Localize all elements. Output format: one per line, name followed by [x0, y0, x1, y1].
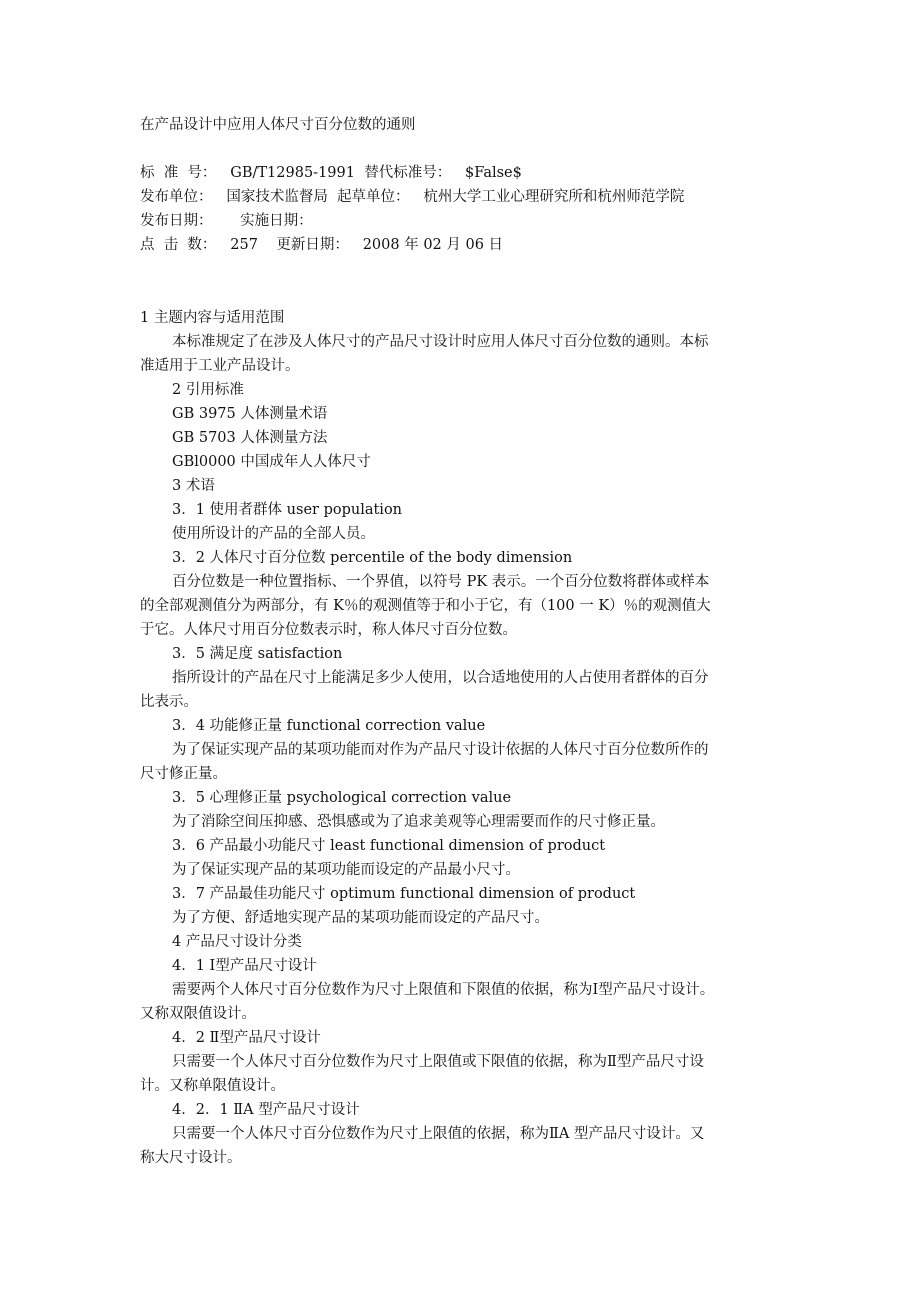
meta-clicks-updated: 点 击 数： 257 更新日期： 2008 年 02 月 06 日 [140, 237, 504, 253]
term-heading: 3．6 产品最小功能尺寸 least functional dimension of product [172, 838, 606, 854]
subsection-heading: 4．2．1 ⅡA 型产品尺寸设计 [172, 1102, 360, 1118]
body-text: 又称双限值设计。 [140, 1006, 256, 1022]
body-text: 为了方便、舒适地实现产品的某项功能而设定的产品尺寸。 [172, 910, 549, 926]
term-heading: 3．5 心理修正量 psychological correction value [172, 790, 512, 806]
section-heading: 4 产品尺寸设计分类 [172, 934, 302, 950]
body-text: 尺寸修正量。 [140, 766, 227, 782]
body-text: 本标准规定了在涉及人体尺寸的产品尺寸设计时应用人体尺寸百分位数的通则。本标 [172, 334, 709, 350]
body-text: 于它。人体尺寸用百分位数表示时，称人体尺寸百分位数。 [140, 622, 517, 638]
term-heading: 3．7 产品最佳功能尺寸 optimum functional dimension of product [172, 886, 636, 902]
body-text: 需要两个人体尺寸百分位数作为尺寸上限值和下限值的依据，称为Ⅰ型产品尺寸设计。 [172, 982, 715, 998]
body-text: 为了消除空间压抑感、恐惧感或为了追求美观等心理需要而作的尺寸修正量。 [172, 814, 665, 830]
reference-item: GBl0000 中国成年人人体尺寸 [172, 454, 371, 470]
body-text: 为了保证实现产品的某项功能而对作为产品尺寸设计依据的人体尺寸百分位数所作的 [172, 742, 709, 758]
document-title: 在产品设计中应用人体尺寸百分位数的通则 [140, 117, 416, 133]
subsection-heading: 4．2 Ⅱ型产品尺寸设计 [172, 1030, 321, 1046]
body-text: 比表示。 [140, 694, 198, 710]
body-text: 称大尺寸设计。 [140, 1150, 242, 1166]
reference-item: GB 5703 人体测量方法 [172, 430, 328, 446]
body-text: 百分位数是一种位置指标、一个界值，以符号 PK 表示。一个百分位数将群体或样本 [172, 574, 710, 590]
meta-dates: 发布日期： 实施日期： [140, 213, 313, 229]
body-text: 计。又称单限值设计。 [140, 1078, 285, 1094]
section-heading: 2 引用标准 [172, 382, 244, 398]
term-heading: 3．5 满足度 satisfaction [172, 646, 343, 662]
section-heading: 3 术语 [172, 478, 215, 494]
body-text: 准适用于工业产品设计。 [140, 358, 300, 374]
subsection-heading: 4．1 Ⅰ型产品尺寸设计 [172, 958, 317, 974]
section-heading: 1 主题内容与适用范围 [140, 310, 285, 326]
body-text: 指所设计的产品在尺寸上能满足多少人使用，以合适地使用的人占使用者群体的百分 [172, 670, 709, 686]
body-text: 的全部观测值分为两部分，有 K％的观测值等于和小于它，有（100 一 K）％的观测值大 [140, 598, 711, 614]
meta-standard-number: 标 准 号： GB/T12985-1991 替代标准号： $False$ [140, 165, 522, 181]
reference-item: GB 3975 人体测量术语 [172, 406, 328, 422]
body-text: 为了保证实现产品的某项功能而设定的产品最小尺寸。 [172, 862, 520, 878]
term-heading: 3．4 功能修正量 functional correction value [172, 718, 486, 734]
term-heading: 3．2 人体尺寸百分位数 percentile of the body dimension [172, 550, 573, 566]
meta-publisher: 发布单位： 国家技术监督局 起草单位： 杭州大学工业心理研究所和杭州师范学院 [140, 189, 685, 205]
body-text: 使用所设计的产品的全部人员。 [172, 526, 375, 542]
term-heading: 3．1 使用者群体 user population [172, 502, 403, 518]
body-text: 只需要一个人体尺寸百分位数作为尺寸上限值的依据，称为ⅡA 型产品尺寸设计。又 [172, 1126, 705, 1142]
document-body [140, 306, 788, 1170]
standard-meta [140, 161, 684, 257]
body-text: 只需要一个人体尺寸百分位数作为尺寸上限值或下限值的依据，称为Ⅱ型产品尺寸设 [172, 1054, 704, 1070]
